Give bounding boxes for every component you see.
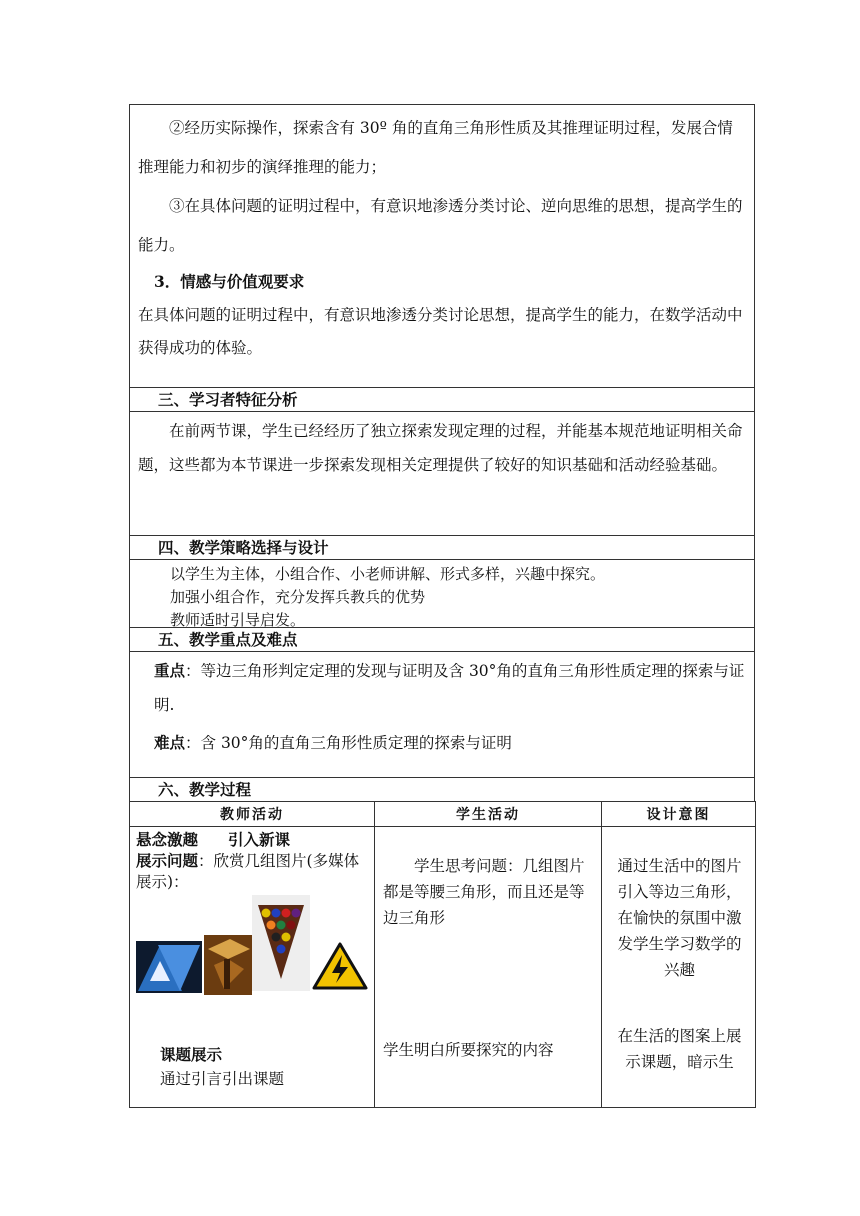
lesson-plan-document xyxy=(129,104,755,1108)
strategy-section xyxy=(129,559,755,627)
emotion-heading: 3．情感与价值观要求 xyxy=(154,272,305,291)
keypoints-heading: 五、教学重点及难点 xyxy=(129,627,755,651)
process-table xyxy=(129,801,756,1108)
design-text-2: 在生活的图案上展示课题，暗示生 xyxy=(617,1027,742,1071)
col-design: 设计意图 xyxy=(602,802,756,827)
strategy-line: 加强小组合作，充分发挥兵教兵的优势 xyxy=(170,588,426,606)
keypoints-section xyxy=(129,651,755,777)
difficulty-point xyxy=(130,726,754,760)
table-header-row xyxy=(130,802,756,827)
process-heading: 六、教学过程 xyxy=(129,777,755,801)
title-part: 引入新课 xyxy=(228,830,291,849)
high-voltage-sign-image xyxy=(312,941,368,991)
objectives-section xyxy=(129,104,755,387)
picture-strip xyxy=(136,901,374,997)
strategy-heading: 四、教学策略选择与设计 xyxy=(129,535,755,559)
topic-text: 通过引言引出课题 xyxy=(160,1070,285,1088)
title-part: 悬念激趣 xyxy=(136,830,199,849)
key-point xyxy=(130,654,754,722)
student-text-2: 学生明白所要探究的内容 xyxy=(383,1041,554,1059)
learner-heading: 三、学习者特征分析 xyxy=(129,387,755,411)
teacher-title xyxy=(136,829,374,850)
show-problem xyxy=(136,850,374,893)
show-label: 展示问题 xyxy=(136,851,199,870)
strategy-line: 以学生为主体，小组合作、小老师讲解、形式多样，兴趣中探究。 xyxy=(170,565,606,583)
topic-label: 课题展示 xyxy=(160,1045,223,1064)
objective-3: ③在具体问题的证明过程中，有意识地渗透分类讨论、逆向思维的思想，提高学生的能力。 xyxy=(138,197,743,254)
design-cell xyxy=(602,827,756,1108)
emotion-text: 在具体问题的证明过程中，有意识地渗透分类讨论思想，提高学生的能力，在数学活动中获得成功的体验。 xyxy=(138,306,743,357)
col-student: 学生活动 xyxy=(375,802,602,827)
student-text-1: 学生思考问题：几组图片都是等腰三角形，而且还是等边三角形 xyxy=(383,857,585,927)
teacher-cell xyxy=(130,827,375,1108)
key-text: ：等边三角形判定定理的发现与证明及含 30°角的直角三角形性质定理的探索与证明. xyxy=(154,662,745,714)
table-sculpture-image xyxy=(204,935,252,995)
stamp-image xyxy=(136,941,202,993)
billiard-rack-image xyxy=(252,895,310,991)
col-teacher: 教师活动 xyxy=(130,802,375,827)
design-text-1: 通过生活中的图片引入等边三角形，在愉快的氛围中激发学生学习数学的兴趣 xyxy=(617,857,742,979)
learner-section xyxy=(129,411,755,535)
show-text: ：欣赏几组图片(多媒体展示)： xyxy=(136,852,360,891)
difficulty-label: 难点 xyxy=(154,733,186,752)
strategy-line: 教师适时引导启发。 xyxy=(170,611,306,629)
learner-text: 在前两节课，学生已经经历了独立探索发现定理的过程，并能基本规范地证明相关命题，这些都为本节课进一步探索发现相关定理提供了较好的知识基础和活动经验基础。 xyxy=(138,422,743,474)
objective-2: ②经历实际操作，探索含有 30º 角的直角三角形性质及其推理证明过程，发展合情推理能力和初步的演绎推理的能力； xyxy=(138,119,733,176)
difficulty-text: ：含 30°角的直角三角形性质定理的探索与证明 xyxy=(185,734,512,752)
student-cell xyxy=(375,827,602,1108)
table-row xyxy=(130,827,756,1108)
key-label: 重点 xyxy=(154,661,186,680)
